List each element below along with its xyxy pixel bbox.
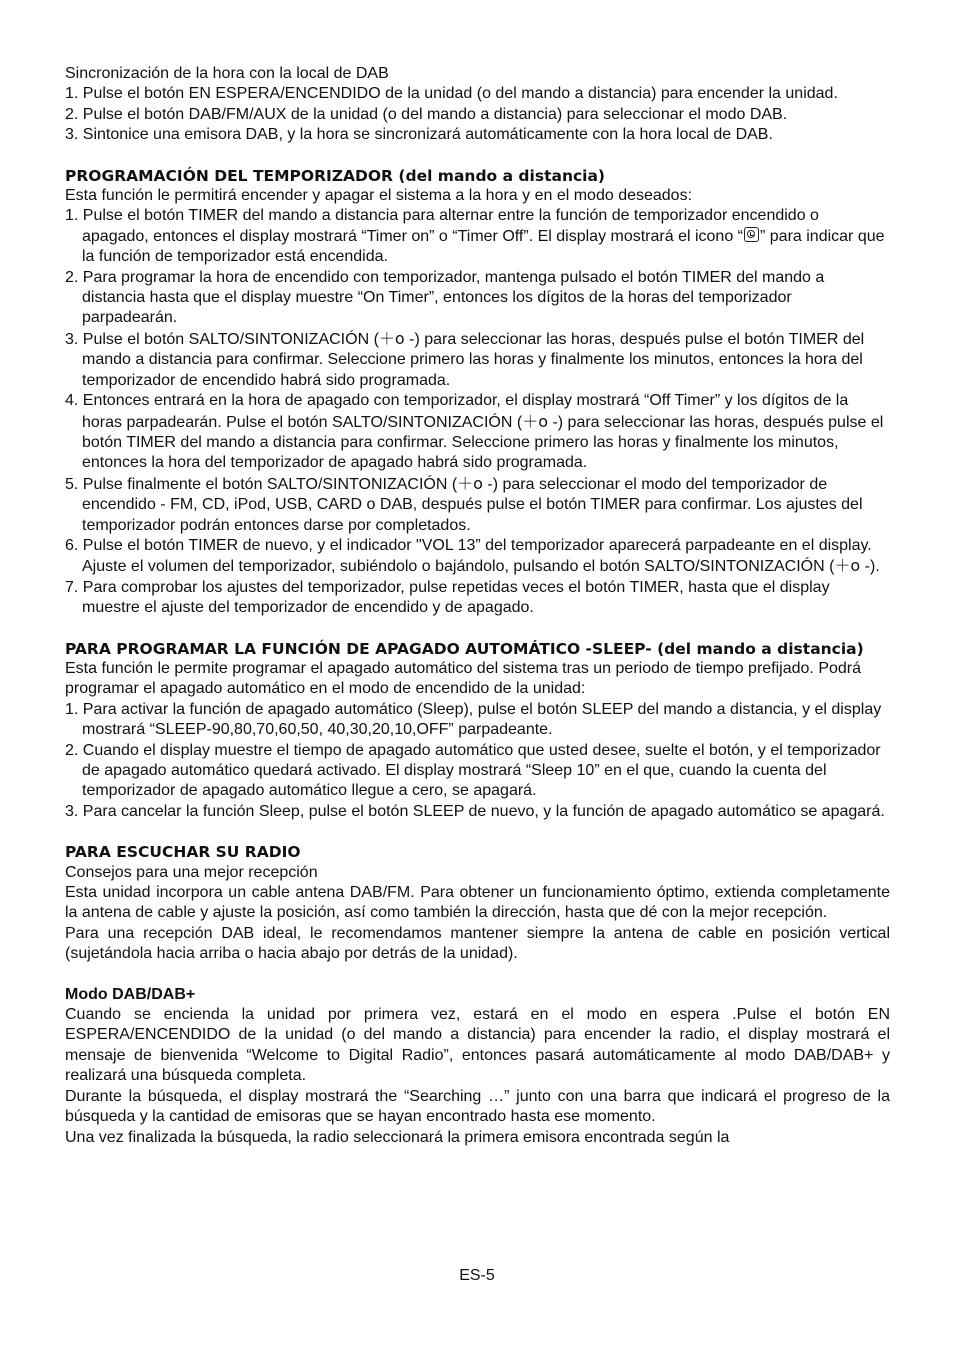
radio-paragraph: Para una recepción DAB ideal, le recomendamos mantener siempre la antena de cable en posición vertical (sujetándola hacia arriba o hacia abajo por detrás de la unidad). xyxy=(65,924,890,963)
list-item: 4. Entonces entrará en la hora de apagado con temporizador, el display mostrará “Off Timer” y los dígitos de la horas parpadearán. Pulse el botón SALTO/SINTONIZACIÓN (＋o -) para seleccionar las horas, después pulse el botón TIMER del mando a distancia para confirmar. Seleccione primero las horas y finalmente los minutos, entonces la hora del temporizador de apagado habrá sido programada. xyxy=(65,392,884,472)
list-item: 1. Para activar la función de apagado automático (Sleep), pulse el botón SLEEP del mando a distancia, y el display mostrará “SLEEP-90,80,70,60,50, 40,30,20,10,OFF” parpadeante. xyxy=(65,700,882,739)
radio-heading: PARA ESCUCHAR SU RADIO xyxy=(65,843,301,862)
sync-list xyxy=(65,84,890,145)
radio-paragraph: Esta unidad incorpora un cable antena DAB/FM. Para obtener un funcionamiento óptimo, extienda completamente la antena de cable y ajuste la posición, así como también la dirección, hasta que dé con la mejor recepción. xyxy=(65,884,890,922)
list-item: 7. Para comprobar los ajustes del temporizador, pulse repetidas veces el botón TIMER, hasta que el display muestre el ajuste del temporizador de encendido y de apagado. xyxy=(65,578,830,617)
page-number: ES-5 xyxy=(459,1267,495,1284)
dab-paragraph: Cuando se encienda la unidad por primera vez, estará en el modo en espera .Pulse el botón EN ESPERA/ENCENDIDO de la unidad (o del mando a distancia) para encender la radio, el display mostrará el mensaje de bienvenida “Welcome to Digital Radio”, entonces pasará automáticamente al modo DAB/DAB+ y realizará una búsqueda completa. xyxy=(65,1006,890,1085)
dab-heading: Modo DAB/DAB+ xyxy=(65,985,196,1003)
timer-list xyxy=(65,206,890,618)
document-page xyxy=(65,64,890,1148)
dab-paragraph: Una vez finalizada la búsqueda, la radio seleccionará la primera emisora encontrada según la xyxy=(65,1128,730,1146)
list-item: 3. Pulse el botón SALTO/SINTONIZACIÓN (＋o -) para seleccionar las horas, después pulse el botón TIMER del mando a distancia para confirmar. Seleccione primero las horas y finalmente los minutos, entonces la hora del temporizador de encendido habrá sido programada. xyxy=(65,328,865,389)
list-item: 3. Para cancelar la función Sleep, pulse el botón SLEEP de nuevo, y la función de apagado automático se apagará. xyxy=(65,802,885,820)
sleep-list xyxy=(65,700,890,822)
list-item: 3. Sintonice una emisora DAB, y la hora se sincronizará automáticamente con la hora local de DAB. xyxy=(65,126,773,144)
timer-intro: Esta función le permitirá encender y apagar el sistema a la hora y en el modo deseados: xyxy=(65,187,693,205)
sleep-heading: PARA PROGRAMAR LA FUNCIÓN DE APAGADO AUTOMÁTICO -SLEEP- (del mando a distancia) xyxy=(65,639,864,658)
list-item: 2. Pulse el botón DAB/FM/AUX de la unidad (o del mando a distancia) para seleccionar el modo DAB. xyxy=(65,105,788,123)
list-item: 1. Pulse el botón TIMER del mando a distancia para alternar entre la función de temporizador encendido o apagado, entonces el display mostrará “Timer on” o “Timer Off”. El display mostrará el icono “ ” para indicar que la función de temporizador está encendida. xyxy=(65,207,885,266)
sleep-intro: Esta función le permite programar el apagado automático del sistema tras un periodo de tiempo prefijado. Podrá programar el apagado automático en el modo de encendido de la unidad: xyxy=(65,659,862,698)
sync-title: Sincronización de la hora con la local de DAB xyxy=(65,65,389,82)
timer-heading: PROGRAMACIÓN DEL TEMPORIZADOR (del mando a distancia) xyxy=(65,166,606,185)
list-item: 5. Pulse finalmente el botón SALTO/SINTONIZACIÓN (＋o -) para seleccionar el modo del temporizador de encendido - FM, CD, iPod, USB, CARD o DAB, después pulse el botón TIMER para confirmar. Los ajustes del temporizador podrán entonces darse por completados. xyxy=(65,473,863,534)
tips-title: Consejos para una mejor recepción xyxy=(65,863,318,881)
list-item: 6. Pulse el botón TIMER de nuevo, y el indicador "VOL 13” del temporizador aparecerá parpadeante en el display. Ajuste el volumen del temporizador, subiéndolo o bajándolo, pulsando el botón SALTO/SINTONIZACIÓN (＋o -). xyxy=(65,536,880,576)
list-item: 2. Para programar la hora de encendido con temporizador, mantenga pulsado el botón TIMER del mando a distancia hasta que el display muestre “On Timer”, entonces los dígitos de la horas del temporizador parpadearán. xyxy=(65,268,825,327)
list-item: 1. Pulse el botón EN ESPERA/ENCENDIDO de la unidad (o del mando a distancia) para encender la unidad. xyxy=(65,85,838,103)
timer-clock-icon xyxy=(744,227,759,242)
list-item: 2. Cuando el display muestre el tiempo de apagado automático que usted desee, suelte el botón, y el temporizador de apagado automático quedará activado. El display mostrará “Sleep 10” en el que, cuando la cuenta del temporizador de apagado automático llegue a cero, se apagará. xyxy=(65,741,881,800)
dab-paragraph: Durante la búsqueda, el display mostrará the “Searching …” junto con una barra que indicará el progreso de la búsqueda y la cantidad de emisoras que se hayan encontrado hasta ese momento. xyxy=(65,1087,890,1126)
